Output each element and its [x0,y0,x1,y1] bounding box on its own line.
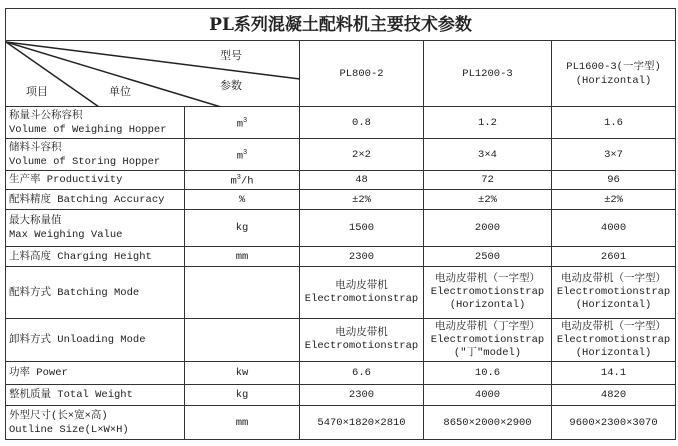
spec-table [5,8,676,440]
row-label: 上料高度 Charging Height [6,247,185,267]
unit-text: mm [235,250,249,263]
row-value: 电动皮带机 Electromotionstrap [300,267,424,319]
row-value: 3×7 [552,139,676,171]
item-label: 项目 [26,85,48,98]
diagonal-lines [6,41,300,107]
row-value: 96 [552,171,676,190]
row-label: 整机质量 Total Weight [6,385,185,406]
unit-text: % [238,193,246,206]
unit-text: m [236,118,244,131]
row-value: 4000 [424,385,552,406]
row-value: 5470×1820×2810 [300,406,424,440]
row-unit [185,267,300,319]
row-value: 14.1 [552,362,676,385]
table-row [6,190,676,210]
row-value: 2000 [424,210,552,247]
row-unit [185,107,300,139]
row-unit [185,362,300,385]
row-value: 48 [300,171,424,190]
model-label: 型号 [220,49,242,62]
row-value: 8650×2000×2900 [424,406,552,440]
unit-text: kw [235,367,249,379]
table-row [6,319,676,362]
table-row [6,406,676,440]
unit-superscript: 3 [243,116,248,125]
table-title: PL系列混凝土配料机主要技术参数 [6,9,676,41]
row-label: 储料斗容积 Volume of Storing Hopper [6,139,185,171]
model-header: PL1600-3(一字型) (Horizontal) [552,41,676,107]
row-value: 9600×2300×3070 [552,406,676,440]
model-header: PL800-2 [300,41,424,107]
table-row [6,139,676,171]
row-label: 外型尺寸(长×宽×高) Outline Size(L×W×H) [6,406,185,440]
row-value: ±2% [552,190,676,210]
row-value: 2601 [552,247,676,267]
row-value: 1.2 [424,107,552,139]
row-value: 10.6 [424,362,552,385]
row-value: 电动皮带机（一字型） Electromotionstrap (Horizontal) [552,319,676,362]
unit-superscript: 3 [236,174,241,183]
unit-text: kg [235,389,249,401]
table-row [6,362,676,385]
row-unit [185,139,300,171]
row-label: 生产率 Productivity [6,171,185,190]
model-header: PL1200-3 [424,41,552,107]
row-label: 配料精度 Batching Accuracy [6,190,185,210]
table-row [6,267,676,319]
row-value: ±2% [300,190,424,210]
row-unit [185,210,300,247]
row-value: 2500 [424,247,552,267]
row-unit [185,190,300,210]
row-unit [185,247,300,267]
row-unit [185,406,300,440]
row-value: 2×2 [300,139,424,171]
table-row [6,171,676,190]
header-corner-cell [6,41,300,107]
table-row [6,107,676,139]
table-row [6,385,676,406]
row-value: 2300 [300,385,424,406]
row-value: 1500 [300,210,424,247]
param-label: 参数 [220,79,242,92]
row-value: ±2% [424,190,552,210]
unit-text: kg [235,222,249,234]
row-value: 1.6 [552,107,676,139]
table-row [6,247,676,267]
unit-label: 单位 [109,85,131,98]
row-value: 6.6 [300,362,424,385]
row-label: 最大称量值 Max Weighing Value [6,210,185,247]
row-value: 3×4 [424,139,552,171]
row-value: 4820 [552,385,676,406]
unit-text: mm [235,416,249,429]
row-label: 卸料方式 Unloading Mode [6,319,185,362]
row-label: 功率 Power [6,362,185,385]
unit-text: m [230,175,237,188]
row-value: 电动皮带机（一字型） Electromotionstrap (Horizontal) [424,267,552,319]
unit-suffix: /h [240,175,254,188]
row-value: 电动皮带机 Electromotionstrap [300,319,424,362]
row-label: 称量斗公称容积 Volume of Weighing Hopper [6,107,185,139]
row-value: 0.8 [300,107,424,139]
row-value: 电动皮带机（一字型） Electromotionstrap (Horizontal) [552,267,676,319]
row-unit [185,171,300,190]
table-row [6,210,676,247]
row-value: 4000 [552,210,676,247]
unit-text: m [236,150,244,163]
row-value: 72 [424,171,552,190]
unit-superscript: 3 [243,148,248,157]
row-label: 配料方式 Batching Mode [6,267,185,319]
row-unit [185,319,300,362]
row-unit [185,385,300,406]
row-value: 电动皮带机（丁字型） Electromotionstrap ("丁"model) [424,319,552,362]
row-value: 2300 [300,247,424,267]
